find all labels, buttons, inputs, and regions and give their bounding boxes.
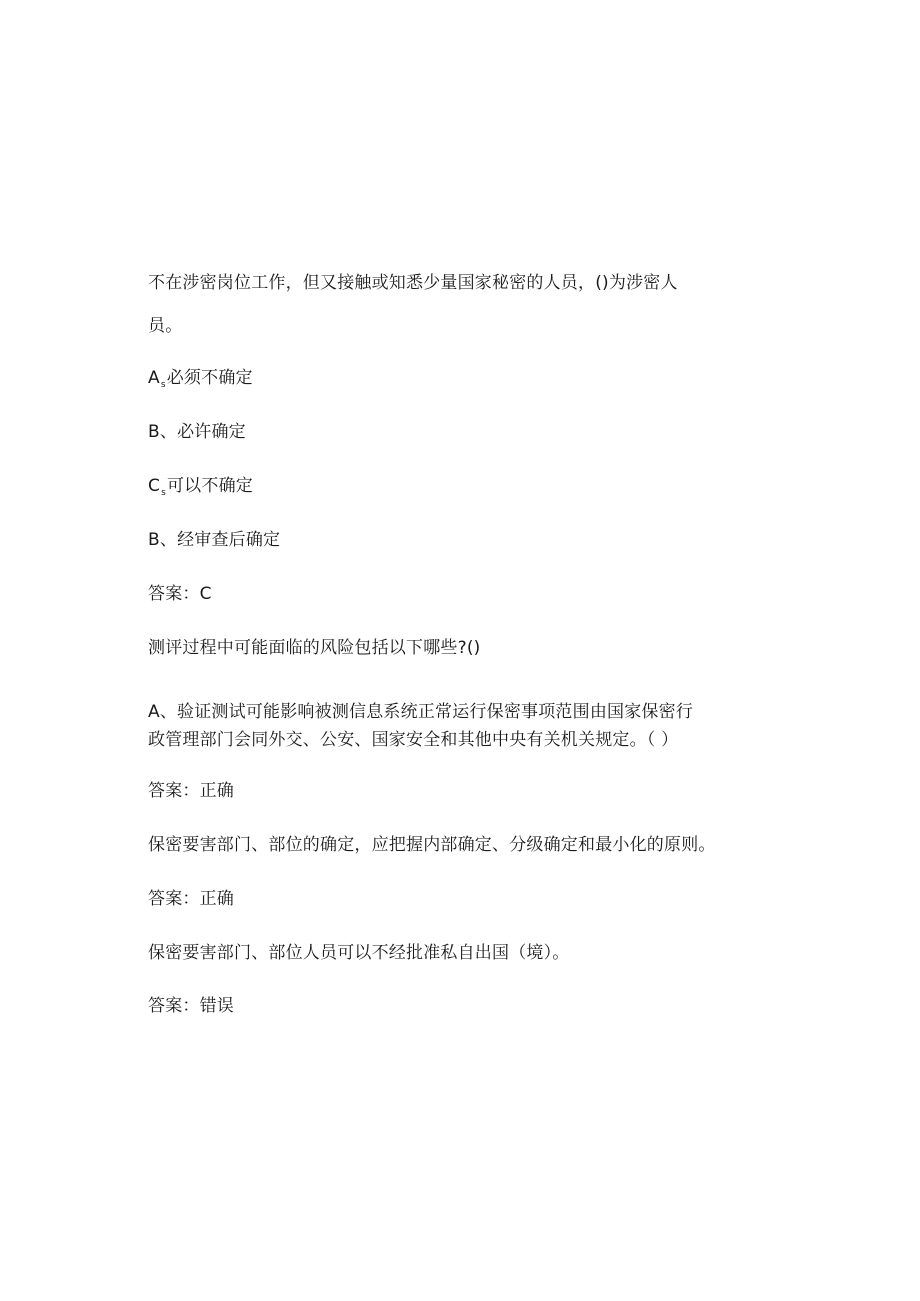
question-2-text: 测评过程中可能面临的风险包括以下哪些?() bbox=[148, 638, 481, 658]
option-a-letter: A bbox=[148, 368, 160, 388]
question-1-option-a bbox=[148, 367, 253, 396]
option-a-text: 必须不确定 bbox=[166, 368, 253, 388]
question-1-text-line-1: 不在涉密岗位工作，但又接触或知悉少量国家秘密的人员，()为涉密人 bbox=[148, 273, 678, 293]
option-c-letter: C bbox=[148, 476, 161, 496]
question-1-text-line-2: 员。 bbox=[148, 316, 183, 336]
question-1-answer: 答案：C bbox=[148, 584, 212, 604]
question-2-option-a-line-2: 政管理部门会同外交、公安、国家安全和其他中央有关机关规定。（ ） bbox=[148, 730, 679, 750]
option-c-subscript: s bbox=[161, 488, 166, 498]
option-c-text: 可以不确定 bbox=[166, 476, 253, 496]
question-1-option-c bbox=[148, 475, 253, 504]
question-4-text: 保密要害部门、部位人员可以不经批准私自出国（境）。 bbox=[148, 943, 570, 963]
question-4-answer: 答案：错误 bbox=[148, 996, 234, 1016]
question-1-option-b: B、必许确定 bbox=[148, 422, 246, 442]
question-3-text: 保密要害部门、部位的确定，应把握内部确定、分级确定和最小化的原则。 bbox=[148, 835, 716, 855]
question-2-answer: 答案：正确 bbox=[148, 781, 234, 801]
question-1-option-d: B、经审查后确定 bbox=[148, 530, 281, 550]
option-a-subscript: s bbox=[160, 380, 166, 390]
question-3-answer: 答案：正确 bbox=[148, 889, 234, 909]
question-2-option-a-line-1: A、验证测试可能影响被测信息系统正常运行保密事项范围由国家保密行 bbox=[148, 702, 694, 722]
